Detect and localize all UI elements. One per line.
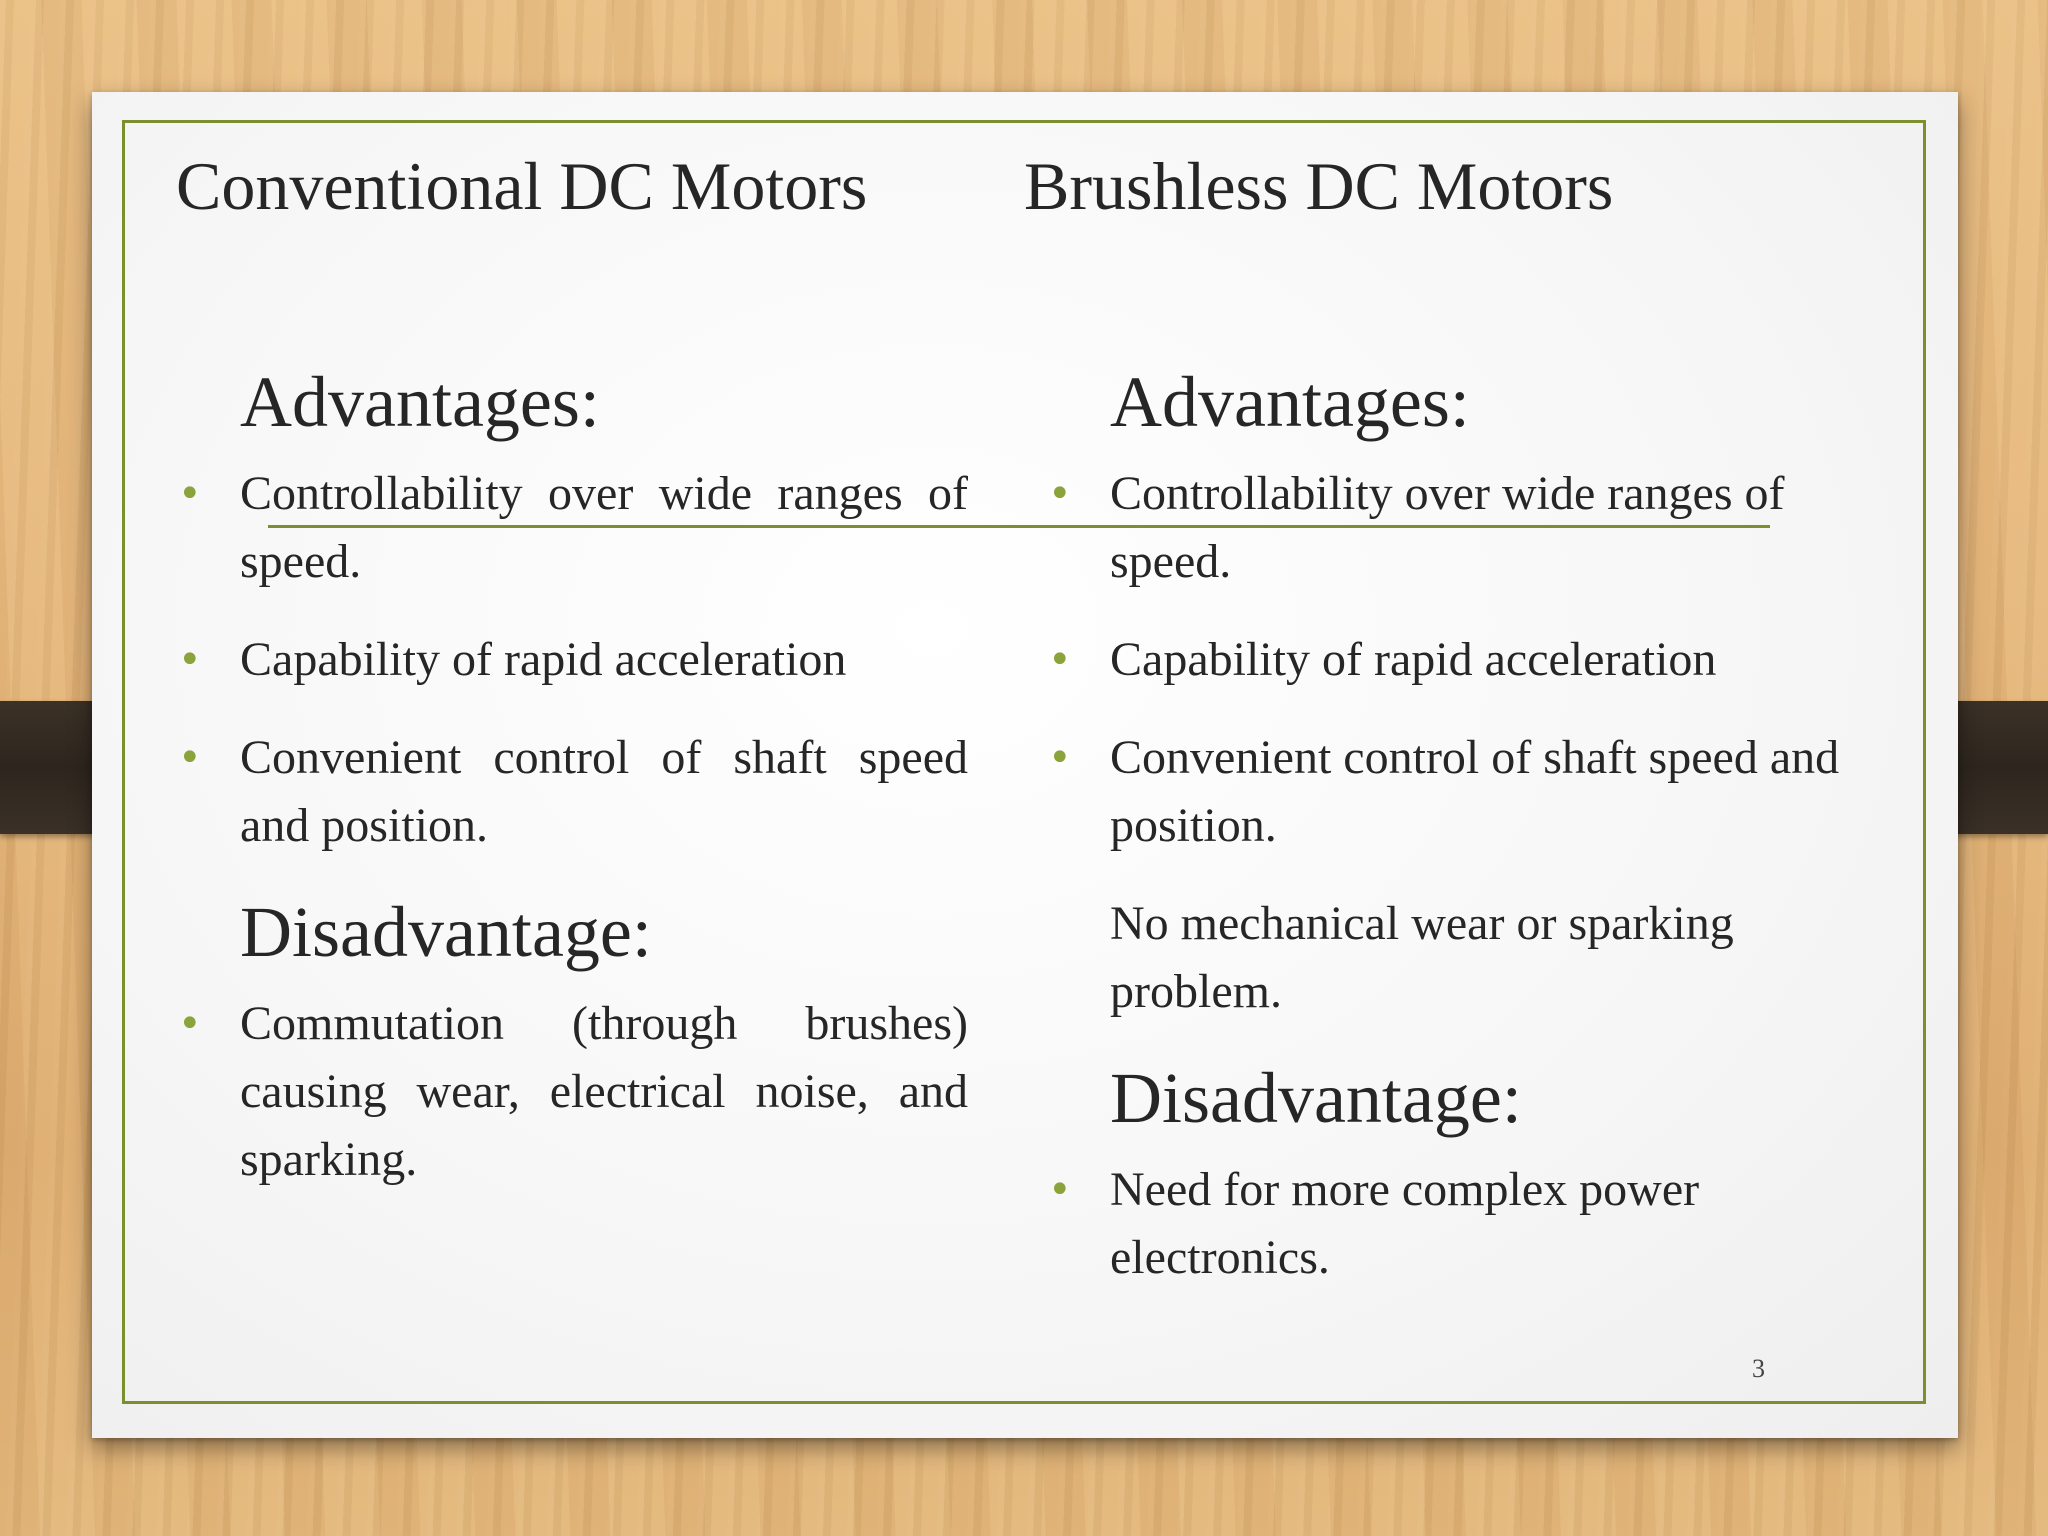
page-number: 3 <box>1752 1354 1765 1383</box>
list-item: • Capability of rapid acceleration <box>1048 626 1878 694</box>
left-disadvantage-heading: Disadvantage: <box>240 892 652 972</box>
right-advantages-list <box>1048 460 1878 860</box>
list-item: • Controllability over wide ranges of speed. <box>1048 460 1878 596</box>
bullet-icon: • <box>1048 1167 1072 1213</box>
extra-advantage-text: No mechanical wear or sparking problem. <box>1110 897 1734 1018</box>
green-divider-line <box>268 525 1770 528</box>
bullet-icon: • <box>1048 735 1072 781</box>
conventional-column <box>178 360 968 1224</box>
list-item: • Convenient control of shaft speed and position. <box>178 724 968 860</box>
list-item: • Commutation (through brushes) causing wear, electrical noise, and sparking. <box>178 990 968 1194</box>
list-item: • Controllability over wide ranges of speed. <box>178 460 968 596</box>
right-advantages-heading: Advantages: <box>1110 362 1470 442</box>
brushless-column <box>1048 360 1878 1322</box>
bullet-icon: • <box>1048 471 1072 517</box>
right-disadvantages-list <box>1048 1156 1878 1292</box>
left-advantages-heading: Advantages: <box>240 362 600 442</box>
list-item: • Convenient control of shaft speed and position. <box>1048 724 1878 860</box>
bullet-icon: • <box>1048 637 1072 683</box>
list-item: • Capability of rapid acceleration <box>178 626 968 694</box>
title-conventional-dc-motors: Conventional DC Motors <box>176 148 868 224</box>
bullet-icon: • <box>178 735 202 781</box>
bullet-icon: • <box>178 1001 202 1047</box>
bullet-icon: • <box>178 637 202 683</box>
title-brushless-dc-motors: Brushless DC Motors <box>1024 148 1614 224</box>
left-advantages-list <box>178 460 968 860</box>
right-disadvantage-heading: Disadvantage: <box>1110 1058 1522 1138</box>
left-disadvantages-list <box>178 990 968 1194</box>
bullet-icon: • <box>178 471 202 517</box>
list-item: • Need for more complex power electronics. <box>1048 1156 1878 1292</box>
